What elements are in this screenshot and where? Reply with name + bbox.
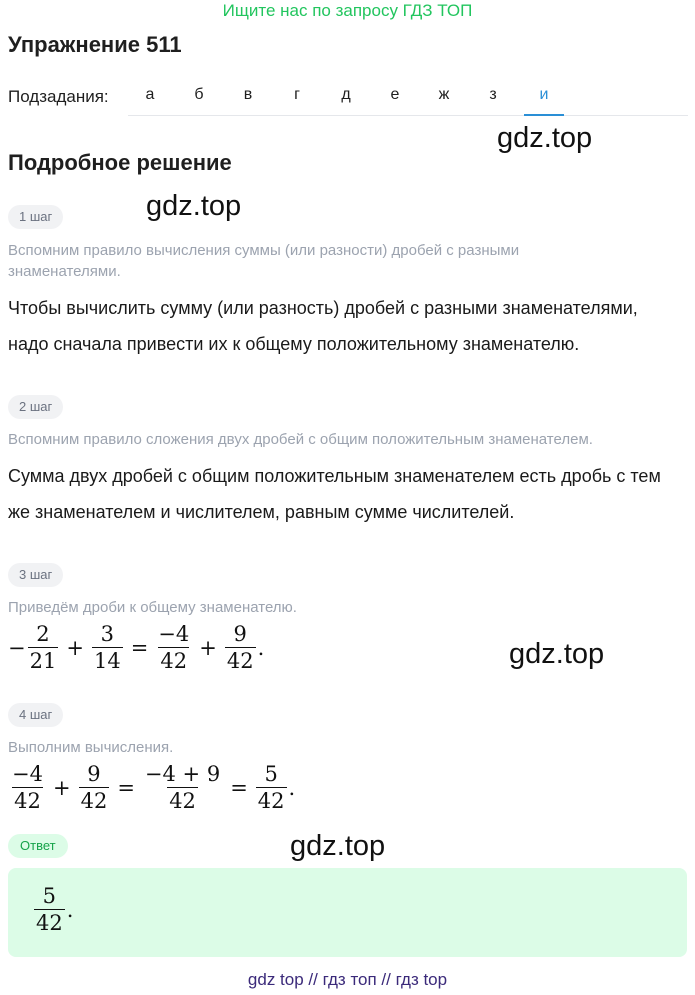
denominator: 21 — [29, 649, 57, 673]
watermark: gdz.top — [146, 190, 242, 222]
section-title: Подробное решение — [8, 150, 232, 175]
tab-zh[interactable]: ж — [438, 86, 450, 103]
footer-links[interactable]: gdz top // гдз топ // гдз top — [247, 970, 448, 989]
fraction — [79, 762, 110, 813]
plus-sign: + — [66, 635, 84, 660]
period: . — [257, 635, 265, 660]
numerator: 3 — [100, 622, 114, 646]
tab-v[interactable]: в — [243, 86, 253, 103]
watermark: gdz.top — [290, 830, 386, 862]
fraction — [143, 762, 222, 813]
tab-a[interactable]: а — [145, 86, 155, 103]
watermark: gdz.top — [509, 638, 605, 670]
step-text: же знаменателем и числителем, равным сумме числителей. — [8, 502, 515, 522]
denominator: 42 — [160, 649, 188, 673]
tab-i[interactable]: и — [524, 86, 564, 116]
step-badge: 3 шаг — [8, 563, 63, 587]
step-hint: Вспомним правило вычисления суммы (или разности) дробей с разными — [8, 242, 520, 259]
denominator: 14 — [93, 649, 121, 673]
tab-d[interactable]: д — [341, 86, 351, 103]
numerator: −4 — [12, 762, 43, 786]
fraction — [256, 762, 287, 813]
tab-e[interactable]: е — [390, 86, 400, 103]
denominator: 42 — [257, 789, 285, 813]
fraction — [92, 622, 123, 673]
step-hint: Приведём дроби к общему знаменателю. — [8, 599, 297, 616]
answer-badge: Ответ — [8, 834, 68, 858]
step-badge: 4 шаг — [8, 703, 63, 727]
step-hint: Вспомним правило сложения двух дробей с общим положительным знаменателем. — [8, 431, 593, 448]
answer-box — [8, 868, 687, 957]
numerator: 9 — [233, 622, 247, 646]
denominator: 42 — [36, 911, 63, 935]
tab-z[interactable]: з — [489, 86, 497, 103]
minus-sign: − — [8, 635, 26, 660]
step-text: Чтобы вычислить сумму (или разность) дробей с разными знаменателями, — [8, 298, 638, 318]
equals-sign: = — [230, 775, 248, 800]
numerator: −4 — [158, 622, 190, 646]
step-text: надо сначала привести их к общему положительному знаменателю. — [8, 334, 580, 354]
subtasks-label: Подзадания: — [8, 87, 109, 106]
denominator: 42 — [14, 789, 41, 813]
numerator: 2 — [36, 622, 50, 646]
denominator: 42 — [226, 649, 254, 673]
numerator: 5 — [264, 762, 278, 786]
page-title: Упражнение 511 — [8, 32, 182, 57]
fraction — [156, 622, 191, 673]
tab-g[interactable]: г — [294, 86, 300, 103]
tab-b[interactable]: б — [194, 86, 204, 103]
step-3-formula — [8, 622, 264, 673]
fraction — [225, 622, 256, 673]
period: . — [66, 897, 74, 922]
equals-sign: = — [130, 635, 149, 660]
denominator: 42 — [80, 789, 108, 813]
fraction — [34, 884, 65, 935]
subtask-tabs — [128, 78, 688, 116]
numerator: 9 — [87, 762, 101, 786]
numerator: −4 + 9 — [144, 762, 221, 786]
plus-sign: + — [199, 635, 217, 660]
step-4-formula — [8, 762, 295, 813]
step-hint: Выполним вычисления. — [8, 739, 174, 756]
step-badge: 2 шаг — [8, 395, 63, 419]
denominator: 42 — [169, 789, 196, 813]
equals-sign: = — [117, 775, 135, 800]
answer-formula — [32, 884, 73, 935]
step-text: Сумма двух дробей с общим положительным знаменателем есть дробь с тем — [8, 466, 661, 486]
fraction — [10, 762, 45, 813]
watermark: gdz.top — [497, 122, 593, 154]
step-badge: 1 шаг — [8, 205, 63, 229]
period: . — [288, 775, 296, 800]
plus-sign: + — [52, 775, 71, 800]
promo-banner[interactable]: Ищите нас по запросу ГДЗ ТОП — [222, 1, 473, 20]
step-hint: знаменателями. — [8, 263, 121, 280]
fraction — [28, 622, 59, 673]
numerator: 5 — [42, 884, 57, 908]
